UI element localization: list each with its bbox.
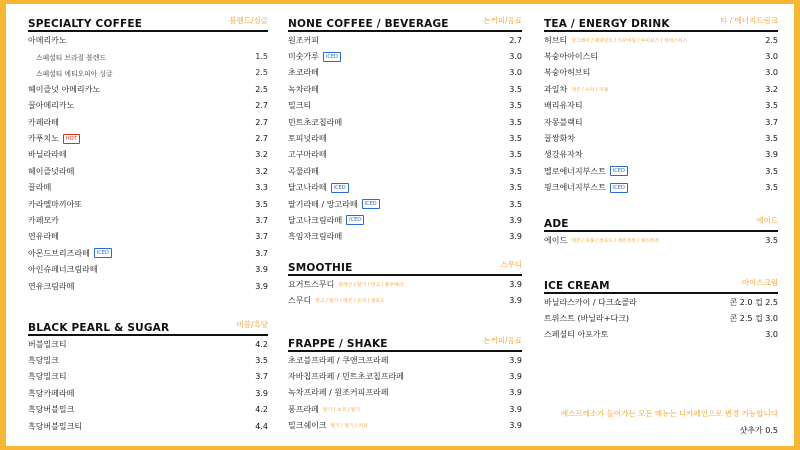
menu-item [288, 48, 522, 64]
item-name-group [288, 404, 360, 415]
item-name: 스페셜티 아포가토 [544, 330, 609, 340]
menu-item [28, 180, 268, 196]
item-name-group [288, 117, 342, 128]
item-options: 망고 / 딸기 / 레몬 / 유자 / 청포도 [315, 299, 385, 305]
item-name-group [288, 149, 327, 160]
item-name-group [288, 133, 327, 144]
item-name-group [28, 421, 82, 432]
item-name-group [28, 231, 59, 242]
item-name: 배리유자티 [544, 101, 583, 111]
item-name-group [28, 133, 80, 144]
item-price: 3.9 [765, 150, 778, 160]
section-frappe [288, 330, 522, 434]
item-name-group [28, 149, 67, 160]
item-name: 스페셜티 에티오피아 싱글 [36, 69, 113, 78]
menu-item [288, 352, 522, 368]
item-name: 흑당카페라떼 [28, 388, 75, 398]
extra-shot-price: 샷추가 0.5 [739, 426, 778, 435]
item-options: 딸기 / 딸기 / 커피 [330, 424, 368, 430]
section-ade [544, 210, 778, 248]
item-name-group [28, 117, 59, 128]
item-name: 딸기라떼 / 망고라떼 [288, 199, 358, 209]
item-name: 카페모카 [28, 215, 59, 225]
item-name-group [288, 199, 380, 210]
item-options: 레몬 / 유자 / 자몽 [571, 87, 609, 93]
section-header [28, 314, 268, 336]
section-header [288, 10, 522, 32]
item-name-group [28, 84, 100, 95]
item-price: 2.5 [255, 84, 268, 94]
menu-item [288, 368, 522, 384]
item-name: 카페라떼 [28, 117, 59, 127]
item-price: 3.9 [509, 404, 522, 414]
iced-badge: ICED [331, 183, 349, 193]
section-subtitle: 에이드 [756, 216, 778, 225]
item-name: 미숫가루 [288, 52, 319, 62]
menu-item [288, 130, 522, 146]
item-name-group [544, 149, 583, 160]
menu-item [288, 32, 522, 48]
menu-item [28, 352, 268, 368]
menu-item [544, 310, 778, 326]
section-subtitle: 아이스크림 [741, 278, 778, 287]
item-name: 달고나크림라떼 [288, 215, 343, 225]
menu-item [288, 401, 522, 417]
menu-item [28, 336, 268, 352]
item-name-group [288, 84, 319, 95]
item-options: 얼그레이 / 페퍼민트 / 카모마일 / 루이보스 / 히비스커스 [571, 38, 688, 44]
item-price: 3.9 [255, 388, 268, 398]
item-price: 3.5 [509, 166, 522, 176]
item-price: 3.2 [765, 84, 778, 94]
menu-item [28, 196, 268, 212]
item-name: 복숭아허브티 [544, 68, 591, 78]
item-price: 2.5 [255, 68, 268, 78]
menu-item [544, 114, 778, 130]
section-title: FRAPPE / SHAKE [288, 338, 388, 350]
menu-item [288, 98, 522, 114]
item-name: 복숭아아이스티 [544, 52, 599, 62]
item-name: 에이드 [544, 235, 568, 245]
item-name: 카푸치노 [28, 134, 59, 144]
item-price: 3.5 [509, 117, 522, 127]
menu-item [544, 48, 778, 64]
menu-item [544, 32, 778, 48]
item-name: 헤이즐넛라떼 [28, 166, 75, 176]
item-name: 달고나라떼 [288, 183, 327, 193]
menu-item [544, 130, 778, 146]
section-header [544, 210, 778, 232]
item-name-group [28, 166, 74, 177]
item-name: 버블밀크티 [28, 339, 67, 349]
menu-item [288, 147, 522, 163]
menu-item [288, 81, 522, 97]
menu-item [28, 385, 268, 401]
item-name: 아인슈페너크림라떼 [28, 265, 98, 275]
item-price: 3.5 [765, 235, 778, 245]
item-name-group [28, 182, 51, 193]
item-price: 3.5 [255, 199, 268, 209]
item-name: 생강유자차 [544, 150, 583, 160]
menu-item [28, 32, 268, 48]
section-header [544, 10, 778, 32]
section-header [544, 272, 778, 294]
menu-item [28, 402, 268, 418]
item-name-group [288, 355, 389, 366]
menu-item [544, 294, 778, 310]
iced-badge: ICED [610, 183, 628, 193]
item-name-group [288, 279, 403, 290]
section-title: BLACK PEARL & SUGAR [28, 322, 170, 334]
item-options: 딸기 / 초코 / 딸기 [322, 407, 361, 413]
item-name: 스페셜티 브라질 블렌드 [36, 53, 106, 62]
item-name-group [288, 100, 311, 111]
menu-item [288, 212, 522, 228]
item-name-group [28, 355, 59, 366]
item-name: 녹차프라페 / 원조커피프라페 [288, 388, 389, 398]
item-price: 3.5 [765, 134, 778, 144]
item-name-group [288, 51, 341, 62]
item-price: 3.0 [509, 68, 522, 78]
item-price: 3.7 [255, 215, 268, 225]
item-name: 연유라떼 [28, 232, 59, 242]
menu-item [288, 229, 522, 245]
item-name: 연유크림라떼 [28, 281, 75, 291]
section-tea [544, 10, 778, 196]
iced-badge: ICED [323, 52, 341, 62]
item-price: 3.5 [509, 101, 522, 111]
item-price: 3.9 [509, 388, 522, 398]
section-header [28, 10, 268, 32]
menu-item [544, 147, 778, 163]
item-name-group [544, 329, 608, 340]
menu-item [288, 292, 522, 308]
menu-list [28, 336, 268, 434]
item-name: 바닐라스카이 / 다크쇼콜라 [544, 297, 637, 307]
item-price: 4.2 [255, 405, 268, 415]
section-title: ICE CREAM [544, 280, 610, 292]
item-name-group [544, 297, 637, 308]
item-price: 1.5 [255, 52, 268, 62]
item-name-group [28, 248, 112, 259]
item-name-group [28, 100, 74, 111]
item-name-group [288, 387, 389, 398]
item-name: 아메리카노 [28, 35, 67, 45]
item-price: 3.7 [255, 248, 268, 258]
item-name: 밀크쉐이크 [288, 421, 327, 431]
item-name-group [544, 182, 628, 193]
item-name: 꿀아메리카노 [28, 101, 75, 111]
item-name: 핑크에너지부스트 [544, 183, 606, 193]
item-price: 3.9 [509, 372, 522, 382]
item-name-group [28, 35, 67, 46]
menu-item [544, 81, 778, 97]
item-name-group [28, 371, 67, 382]
item-name-group [288, 231, 342, 242]
menu-item [544, 163, 778, 179]
item-price: 3.0 [509, 52, 522, 62]
menu-item [28, 81, 268, 97]
item-name: 퐁프라페 [288, 404, 319, 414]
menu-list [288, 352, 522, 434]
item-name-group [288, 420, 368, 431]
item-options: 플레인 / 딸기 / 망고 / 블루베리 [338, 282, 404, 288]
item-name-group [36, 68, 113, 78]
item-name-group [28, 215, 59, 226]
item-name: 초코블프라페 / 쿠앤크프라페 [288, 355, 389, 365]
item-price: 3.2 [255, 166, 268, 176]
item-price: 4.4 [255, 421, 268, 431]
item-price: 3.5 [509, 84, 522, 94]
item-name: 꿀쌍화차 [544, 134, 575, 144]
item-price: 3.5 [255, 356, 268, 366]
item-name: 곡물라떼 [288, 166, 319, 176]
item-name: 멜로에너지부스트 [544, 166, 606, 176]
menu-item [28, 418, 268, 434]
item-name-group [28, 199, 82, 210]
item-name: 헤이즐넛 아메리카노 [28, 84, 101, 94]
menu-sub-item [28, 65, 268, 81]
menu-item [288, 418, 522, 434]
menu-item [288, 163, 522, 179]
item-name-group [544, 235, 659, 246]
section-subtitle: 논커피/음료 [483, 16, 522, 25]
item-name: 허브티 [544, 35, 568, 45]
item-price: 3.9 [509, 355, 522, 365]
section-specialty-coffee [28, 10, 268, 294]
item-price: 3.5 [765, 101, 778, 111]
item-name: 토피넛라떼 [288, 134, 327, 144]
menu-item [28, 245, 268, 261]
item-name-group [544, 117, 583, 128]
menu-item [28, 261, 268, 277]
item-name-group [28, 264, 98, 275]
item-name-group [544, 35, 687, 46]
item-name: 흑당밀크 [28, 356, 59, 366]
item-name-group [36, 52, 106, 62]
item-price: 2.5 [765, 35, 778, 45]
item-name: 흑당밀크티 [28, 372, 67, 382]
iced-badge: ICED [346, 215, 364, 225]
item-price: 3.0 [765, 68, 778, 78]
menu-item [288, 385, 522, 401]
item-name-group [544, 313, 629, 324]
section-header [288, 254, 522, 276]
item-price: 3.9 [509, 215, 522, 225]
item-price: 콘 2.0 컵 2.5 [729, 297, 778, 307]
menu-item [28, 147, 268, 163]
item-name: 흑당버블밀크티 [28, 421, 83, 431]
menu-item [288, 65, 522, 81]
item-price: 콘 2.5 컵 3.0 [729, 314, 778, 324]
item-price: 3.9 [255, 265, 268, 275]
item-name-group [28, 339, 67, 350]
item-name-group [28, 404, 74, 415]
menu-list [544, 232, 778, 248]
item-name: 고구마라떼 [288, 150, 327, 160]
section-subtitle: 논커피/음료 [483, 336, 522, 345]
section-title: TEA / ENERGY DRINK [544, 18, 670, 30]
iced-badge: ICED [610, 166, 628, 176]
item-price: 3.5 [509, 134, 522, 144]
item-name: 민트초코칩라떼 [288, 117, 343, 127]
item-name: 카라멜마끼아또 [28, 199, 83, 209]
menu-list [544, 32, 778, 196]
item-price: 3.9 [255, 281, 268, 291]
menu-list [544, 294, 778, 343]
menu-item [288, 196, 522, 212]
item-name-group [288, 166, 319, 177]
item-name-group [288, 295, 385, 306]
item-name-group [544, 84, 608, 95]
item-name: 초코라떼 [288, 68, 319, 78]
item-name-group [28, 388, 74, 399]
item-name: 자몽블랙티 [544, 117, 583, 127]
item-price: 3.2 [255, 150, 268, 160]
menu-item [28, 130, 268, 146]
item-price: 3.7 [765, 117, 778, 127]
item-name-group [288, 35, 319, 46]
item-price: 3.5 [509, 199, 522, 209]
item-name: 원조커피 [288, 35, 319, 45]
menu-item [544, 232, 778, 248]
item-price: 2.7 [509, 35, 522, 45]
item-name: 흑임자크림라떼 [288, 232, 343, 242]
item-price: 4.2 [255, 339, 268, 349]
item-price: 3.5 [765, 183, 778, 193]
item-name-group [288, 67, 319, 78]
item-price: 3.9 [509, 279, 522, 289]
menu-item [288, 276, 522, 292]
item-name: 녹차라떼 [288, 84, 319, 94]
item-price: 3.9 [509, 421, 522, 431]
menu-board [6, 4, 794, 446]
section-title: SPECIALTY COFFEE [28, 18, 143, 30]
item-price: 3.0 [765, 330, 778, 340]
menu-list [288, 32, 522, 245]
item-name-group [544, 166, 628, 177]
menu-item [28, 98, 268, 114]
section-subtitle: 버블/흑당 [236, 320, 268, 329]
section-ice-cream [544, 272, 778, 343]
menu-item [28, 114, 268, 130]
menu-list [28, 32, 268, 294]
item-name-group [288, 215, 364, 226]
section-title: SMOOTHIE [288, 262, 353, 274]
menu-item [544, 327, 778, 343]
menu-item [28, 278, 268, 294]
section-beverage [288, 10, 522, 245]
item-name: 트위스트 (바닐라+다크) [544, 314, 630, 324]
menu-item [544, 98, 778, 114]
menu-item [544, 180, 778, 196]
menu-item [28, 369, 268, 385]
section-subtitle: 블렌드/싱글 [229, 16, 268, 25]
item-name: 흑당버블밀크 [28, 405, 75, 415]
item-options: 레몬 / 자몽 / 청포도 / 레몬톡톡 / 체리톡톡 [571, 238, 660, 244]
item-name-group [28, 281, 74, 292]
menu-item [288, 180, 522, 196]
item-price: 3.5 [509, 150, 522, 160]
section-subtitle: 티 / 에너지드링크 [719, 16, 778, 25]
menu-item [28, 229, 268, 245]
item-price: 2.7 [255, 117, 268, 127]
hot-badge: HOT [63, 134, 80, 144]
item-name: 자바칩프라페 / 민트초코칩프라페 [288, 372, 404, 382]
item-name-group [544, 67, 590, 78]
item-price: 2.7 [255, 101, 268, 111]
item-price: 3.3 [255, 183, 268, 193]
section-title: NONE COFFEE / BEVERAGE [288, 18, 449, 30]
item-price: 3.5 [765, 166, 778, 176]
item-name: 밀크티 [288, 101, 312, 111]
item-name-group [288, 371, 404, 382]
item-price: 2.7 [255, 134, 268, 144]
decaf-notice: 에스프레소가 들어가는 모든 메뉴는 디카페인으로 변경 가능합니다 [560, 409, 778, 418]
item-price: 3.5 [509, 183, 522, 193]
item-name-group [288, 182, 349, 193]
item-name: 과일차 [544, 84, 568, 94]
item-price: 3.9 [509, 296, 522, 306]
item-name-group [544, 100, 583, 111]
section-black-pearl [28, 314, 268, 434]
item-price: 3.0 [765, 52, 778, 62]
item-price: 3.7 [255, 372, 268, 382]
item-name-group [544, 51, 598, 62]
menu-list [288, 276, 522, 309]
item-name: 바닐라라떼 [28, 150, 67, 160]
item-name: 요거트스무디 [288, 279, 335, 289]
item-name-group [544, 133, 575, 144]
iced-badge: ICED [94, 248, 112, 258]
section-smoothie [288, 254, 522, 309]
section-subtitle: 스무디 [500, 260, 522, 269]
menu-item [28, 163, 268, 179]
item-name: 아몬드브리즈라떼 [28, 248, 90, 258]
menu-item [288, 114, 522, 130]
item-price: 3.7 [255, 232, 268, 242]
item-name: 스무디 [288, 296, 312, 306]
menu-sub-item [28, 48, 268, 64]
item-price: 3.9 [509, 232, 522, 242]
menu-item [544, 65, 778, 81]
iced-badge: ICED [362, 199, 380, 209]
menu-item [28, 212, 268, 228]
section-title: ADE [544, 218, 569, 230]
item-name: 꿀라떼 [28, 183, 52, 193]
section-header [288, 330, 522, 352]
